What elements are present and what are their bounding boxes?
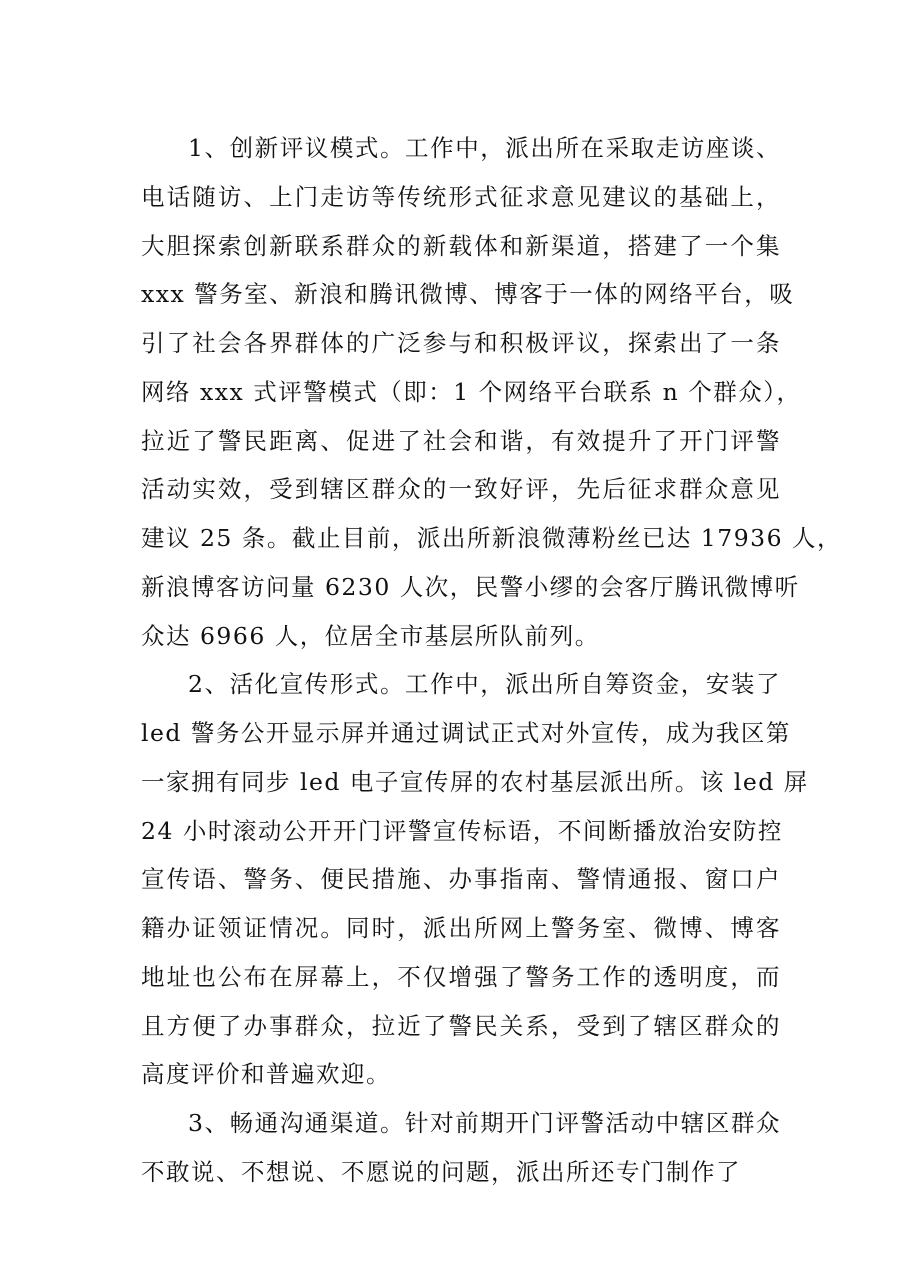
paragraph-3 (141, 1099, 781, 1197)
document-body (141, 124, 843, 1197)
text-line: 大胆探索创新联系群众的新载体和新渠道，搭建了一个集 (141, 231, 781, 260)
paragraph-1 (141, 124, 843, 660)
text-line: 活动实效，受到辖区群众的一致好评，先后征求群众意见 (141, 475, 781, 504)
text-line: 高度评价和普遍欢迎。 (141, 1060, 391, 1089)
text-line: 网络 xxx 式评警模式（即：1 个网络平台联系 n 个群众）， (141, 377, 802, 406)
text-line: 建议 25 条。截止目前，派出所新浪微薄粉丝已达 17936 人， (141, 524, 843, 552)
text-line: 24 小时滚动公开开门评警宣传标语，不间断播放治安防控 (141, 816, 783, 845)
text-line: 地址也公布在屏幕上，不仅增强了警务工作的透明度，而 (141, 962, 781, 991)
text-line: 一家拥有同步 led 电子宣传屏的农村基层派出所。该 led 屏 (141, 767, 809, 796)
text-line: 引了社会各界群体的广泛参与和积极评议，探索出了一条 (141, 329, 781, 357)
text-line: 宣传语、警务、便民措施、办事指南、警情通报、窗口户 (141, 865, 781, 894)
paragraph-2 (141, 660, 809, 1099)
text-line: 拉近了警民距离、促进了社会和谐，有效提升了开门评警 (141, 426, 781, 455)
text-line: 电话随访、上门走访等传统形式征求意见建议的基础上， (141, 182, 781, 211)
text-line: 籍办证领证情况。同时，派出所网上警务室、微博、博客 (141, 914, 781, 942)
text-line: 3、畅通沟通渠道。针对前期开门评警活动中辖区群众 (188, 1109, 781, 1137)
text-line: xxx 警务室、新浪和腾讯微博、博客于一体的网络平台，吸 (141, 280, 795, 309)
text-line: 不敢说、不想说、不愿说的问题，派出所还专门制作了 (141, 1157, 741, 1186)
text-line: 众达 6966 人，位居全市基层所队前列。 (141, 621, 600, 650)
text-line: 新浪博客访问量 6230 人次，民警小缪的会客厅腾讯微博听 (141, 572, 800, 601)
text-line: 且方便了办事群众，拉近了警民关系，受到了辖区群众的 (141, 1011, 781, 1040)
text-line: led 警务公开显示屏并通过调试正式对外宣传，成为我区第 (141, 719, 791, 747)
text-line: 1、创新评议模式。工作中，派出所在采取走访座谈、 (188, 134, 781, 162)
text-line: 2、活化宣传形式。工作中，派出所自筹资金，安装了 (188, 670, 781, 699)
